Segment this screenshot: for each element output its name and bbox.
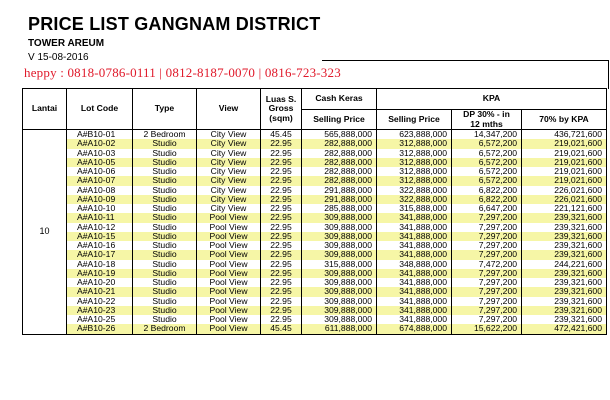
table-row	[23, 158, 607, 167]
cell-cash-price: 282,888,000	[302, 149, 377, 158]
cell-view: Pool View	[197, 287, 261, 296]
tower-name: TOWER AREUM	[28, 38, 105, 49]
cell-kpa-price: 341,888,000	[377, 269, 452, 278]
cell-type: Studio	[133, 287, 197, 296]
cell-cash-price: 291,888,000	[302, 186, 377, 195]
cell-kpa-70: 219,021,600	[522, 167, 607, 176]
cell-dp-amount: 15,622,200	[452, 324, 522, 334]
cell-lot-code: A#A10-19	[67, 269, 133, 278]
cell-area: 22.95	[261, 241, 302, 250]
cell-cash-price: 282,888,000	[302, 167, 377, 176]
cell-type: Studio	[133, 167, 197, 176]
cell-view: Pool View	[197, 241, 261, 250]
cell-view: Pool View	[197, 260, 261, 269]
cell-area: 45.45	[261, 324, 302, 334]
cell-kpa-price: 322,888,000	[377, 186, 452, 195]
cell-type: Studio	[133, 223, 197, 232]
cell-lot-code: A#A10-22	[67, 297, 133, 306]
table-row	[23, 241, 607, 250]
cell-view: Pool View	[197, 297, 261, 306]
cell-lot-code: A#A10-17	[67, 250, 133, 259]
cell-dp-amount: 7,297,200	[452, 241, 522, 250]
cell-area: 22.95	[261, 260, 302, 269]
cell-type: 2 Bedroom	[133, 324, 197, 334]
cell-lot-code: A#B10-01	[67, 130, 133, 140]
cell-kpa-70: 239,321,600	[522, 232, 607, 241]
cell-lot-code: A#A10-18	[67, 260, 133, 269]
table-row	[23, 176, 607, 185]
cell-type: Studio	[133, 139, 197, 148]
cell-dp-amount: 6,572,200	[452, 167, 522, 176]
cell-kpa-price: 341,888,000	[377, 297, 452, 306]
cell-kpa-price: 341,888,000	[377, 306, 452, 315]
cell-area: 22.95	[261, 269, 302, 278]
cell-area: 22.95	[261, 204, 302, 213]
cell-type: Studio	[133, 149, 197, 158]
cell-dp-amount: 7,297,200	[452, 306, 522, 315]
cell-type: Studio	[133, 158, 197, 167]
cell-type: Studio	[133, 241, 197, 250]
cell-lot-code: A#A10-09	[67, 195, 133, 204]
cell-cash-price: 315,888,000	[302, 260, 377, 269]
cell-view: Pool View	[197, 213, 261, 222]
cell-type: Studio	[133, 232, 197, 241]
cell-dp-amount: 6,572,200	[452, 149, 522, 158]
cell-dp-amount: 6,572,200	[452, 139, 522, 148]
cell-kpa-70: 239,321,600	[522, 287, 607, 296]
cell-kpa-70: 219,021,600	[522, 158, 607, 167]
cell-kpa-70: 239,321,600	[522, 223, 607, 232]
cell-dp-amount: 7,297,200	[452, 232, 522, 241]
cell-kpa-70: 219,021,600	[522, 176, 607, 185]
cell-kpa-70: 239,321,600	[522, 250, 607, 259]
cell-type: Studio	[133, 278, 197, 287]
cell-area: 22.95	[261, 278, 302, 287]
cell-kpa-price: 341,888,000	[377, 278, 452, 287]
header-cash-keras: Cash Keras	[302, 89, 377, 110]
cell-view: City View	[197, 167, 261, 176]
cell-lot-code: A#B10-26	[67, 324, 133, 334]
cell-cash-price: 309,888,000	[302, 223, 377, 232]
cell-dp-amount: 6,572,200	[452, 176, 522, 185]
cell-view: Pool View	[197, 223, 261, 232]
cell-dp-amount: 7,297,200	[452, 315, 522, 324]
cell-view: Pool View	[197, 315, 261, 324]
cell-kpa-70: 239,321,600	[522, 306, 607, 315]
cell-area: 22.95	[261, 139, 302, 148]
cell-cash-price: 309,888,000	[302, 315, 377, 324]
cell-view: City View	[197, 149, 261, 158]
table-row	[23, 186, 607, 195]
cell-lot-code: A#A10-21	[67, 287, 133, 296]
cell-view: Pool View	[197, 324, 261, 334]
cell-kpa-70: 239,321,600	[522, 269, 607, 278]
header-dp	[452, 110, 522, 130]
cell-kpa-70: 219,021,600	[522, 149, 607, 158]
cell-lot-code: A#A10-05	[67, 158, 133, 167]
header-dp-line1: DP 30% - in	[463, 109, 510, 119]
cell-kpa-70: 226,021,600	[522, 195, 607, 204]
cell-kpa-price: 674,888,000	[377, 324, 452, 334]
cell-view: City View	[197, 186, 261, 195]
cell-area: 22.95	[261, 315, 302, 324]
header-lot-code: Lot Code	[67, 89, 133, 130]
cell-view: Pool View	[197, 250, 261, 259]
cell-cash-price: 611,888,000	[302, 324, 377, 334]
cell-area: 22.95	[261, 149, 302, 158]
cell-area: 22.95	[261, 223, 302, 232]
header-selling-price-cash: Selling Price	[302, 110, 377, 130]
cell-area: 22.95	[261, 250, 302, 259]
cell-kpa-price: 341,888,000	[377, 250, 452, 259]
cell-kpa-price: 312,888,000	[377, 139, 452, 148]
cell-area: 22.95	[261, 213, 302, 222]
cell-kpa-price: 322,888,000	[377, 195, 452, 204]
table-row	[23, 315, 607, 324]
header-dp-line2: 12 mths	[470, 118, 503, 129]
cell-view: City View	[197, 204, 261, 213]
table-row	[23, 167, 607, 176]
cell-dp-amount: 6,822,200	[452, 195, 522, 204]
price-rows	[23, 130, 607, 335]
cell-kpa-70: 244,221,600	[522, 260, 607, 269]
cell-dp-amount: 7,297,200	[452, 250, 522, 259]
cell-type: 2 Bedroom	[133, 130, 197, 140]
table-row	[23, 250, 607, 259]
header-70pct-kpa: 70% by KPA	[522, 110, 607, 130]
cell-type: Studio	[133, 297, 197, 306]
cell-dp-amount: 7,297,200	[452, 287, 522, 296]
cell-view: City View	[197, 130, 261, 140]
cell-area: 22.95	[261, 158, 302, 167]
cell-kpa-price: 315,888,000	[377, 204, 452, 213]
cell-view: City View	[197, 176, 261, 185]
cell-cash-price: 309,888,000	[302, 213, 377, 222]
cell-lot-code: A#A10-15	[67, 232, 133, 241]
cell-kpa-price: 312,888,000	[377, 158, 452, 167]
cell-dp-amount: 7,297,200	[452, 223, 522, 232]
contact-phones: heppy : 0818-0786-0111 | 0812-8187-0070 | 0816-723-323	[24, 65, 341, 80]
cell-cash-price: 309,888,000	[302, 306, 377, 315]
cell-dp-amount: 14,347,200	[452, 130, 522, 140]
cell-area: 45.45	[261, 130, 302, 140]
page-title: PRICE LIST GANGNAM DISTRICT	[28, 14, 321, 34]
cell-kpa-70: 239,321,600	[522, 213, 607, 222]
cell-lot-code: A#A10-16	[67, 241, 133, 250]
cell-dp-amount: 7,297,200	[452, 297, 522, 306]
cell-cash-price: 309,888,000	[302, 297, 377, 306]
cell-area: 22.95	[261, 232, 302, 241]
table-row	[23, 149, 607, 158]
floor-cell: 10	[23, 130, 67, 335]
cell-view: Pool View	[197, 269, 261, 278]
cell-cash-price: 309,888,000	[302, 287, 377, 296]
table-row	[23, 232, 607, 241]
cell-area: 22.95	[261, 186, 302, 195]
cell-cash-price: 291,888,000	[302, 195, 377, 204]
cell-view: City View	[197, 139, 261, 148]
table-row	[23, 306, 607, 315]
cell-kpa-price: 312,888,000	[377, 149, 452, 158]
cell-cash-price: 309,888,000	[302, 269, 377, 278]
header-luas-line2: Gross	[268, 103, 294, 114]
cell-kpa-price: 341,888,000	[377, 241, 452, 250]
cell-lot-code: A#A10-23	[67, 306, 133, 315]
cell-type: Studio	[133, 315, 197, 324]
header-view: View	[197, 89, 261, 130]
cell-lot-code: A#A10-10	[67, 204, 133, 213]
cell-type: Studio	[133, 269, 197, 278]
cell-view: City View	[197, 195, 261, 204]
cell-kpa-price: 312,888,000	[377, 176, 452, 185]
header-luas	[261, 89, 302, 130]
cell-cash-price: 309,888,000	[302, 278, 377, 287]
cell-dp-amount: 7,297,200	[452, 213, 522, 222]
cell-cash-price: 282,888,000	[302, 158, 377, 167]
price-table	[22, 88, 607, 335]
table-row	[23, 260, 607, 269]
cell-lot-code: A#A10-20	[67, 278, 133, 287]
table-row	[23, 223, 607, 232]
cell-lot-code: A#A10-12	[67, 223, 133, 232]
header-luas-line1: Luas S.	[265, 93, 297, 104]
cell-cash-price: 309,888,000	[302, 250, 377, 259]
cell-cash-price: 282,888,000	[302, 139, 377, 148]
cell-cash-price: 285,888,000	[302, 204, 377, 213]
cell-type: Studio	[133, 213, 197, 222]
cell-kpa-price: 312,888,000	[377, 167, 452, 176]
cell-type: Studio	[133, 204, 197, 213]
cell-kpa-70: 436,721,600	[522, 130, 607, 140]
cell-lot-code: A#A10-08	[67, 186, 133, 195]
header-kpa: KPA	[377, 89, 607, 110]
table-row	[23, 195, 607, 204]
cell-area: 22.95	[261, 297, 302, 306]
table-row	[23, 287, 607, 296]
cell-lot-code: A#A10-02	[67, 139, 133, 148]
cell-type: Studio	[133, 195, 197, 204]
table-row	[23, 278, 607, 287]
cell-dp-amount: 7,472,200	[452, 260, 522, 269]
cell-view: Pool View	[197, 306, 261, 315]
cell-type: Studio	[133, 186, 197, 195]
header-type: Type	[133, 89, 197, 130]
cell-view: Pool View	[197, 232, 261, 241]
cell-dp-amount: 6,572,200	[452, 158, 522, 167]
cell-lot-code: A#A10-25	[67, 315, 133, 324]
table-row	[23, 269, 607, 278]
cell-lot-code: A#A10-11	[67, 213, 133, 222]
header-frame-line	[322, 60, 609, 89]
cell-type: Studio	[133, 306, 197, 315]
cell-area: 22.95	[261, 287, 302, 296]
cell-cash-price: 565,888,000	[302, 130, 377, 140]
cell-kpa-70: 239,321,600	[522, 315, 607, 324]
header-luas-line3: (sqm)	[269, 112, 293, 123]
version-label: V 15-08-2016	[28, 52, 89, 63]
cell-lot-code: A#A10-07	[67, 176, 133, 185]
cell-kpa-price: 623,888,000	[377, 130, 452, 140]
cell-lot-code: A#A10-03	[67, 149, 133, 158]
cell-area: 22.95	[261, 306, 302, 315]
cell-kpa-70: 221,121,600	[522, 204, 607, 213]
cell-dp-amount: 6,647,200	[452, 204, 522, 213]
table-row	[23, 130, 607, 140]
table-row	[23, 297, 607, 306]
cell-kpa-70: 472,421,600	[522, 324, 607, 334]
table-row	[23, 324, 607, 334]
header-selling-price-kpa: Selling Price	[377, 110, 452, 130]
cell-kpa-70: 226,021,600	[522, 186, 607, 195]
cell-lot-code: A#A10-06	[67, 167, 133, 176]
cell-kpa-70: 239,321,600	[522, 297, 607, 306]
cell-cash-price: 309,888,000	[302, 232, 377, 241]
cell-area: 22.95	[261, 195, 302, 204]
table-row	[23, 213, 607, 222]
cell-kpa-70: 239,321,600	[522, 278, 607, 287]
cell-view: Pool View	[197, 278, 261, 287]
cell-dp-amount: 6,822,200	[452, 186, 522, 195]
cell-view: City View	[197, 158, 261, 167]
cell-kpa-price: 341,888,000	[377, 287, 452, 296]
cell-type: Studio	[133, 176, 197, 185]
cell-kpa-price: 341,888,000	[377, 315, 452, 324]
cell-area: 22.95	[261, 167, 302, 176]
cell-kpa-70: 219,021,600	[522, 139, 607, 148]
cell-area: 22.95	[261, 176, 302, 185]
cell-type: Studio	[133, 250, 197, 259]
table-row	[23, 139, 607, 148]
cell-kpa-price: 341,888,000	[377, 223, 452, 232]
cell-dp-amount: 7,297,200	[452, 278, 522, 287]
cell-cash-price: 309,888,000	[302, 241, 377, 250]
cell-kpa-price: 348,888,000	[377, 260, 452, 269]
cell-cash-price: 282,888,000	[302, 176, 377, 185]
cell-type: Studio	[133, 260, 197, 269]
cell-kpa-price: 341,888,000	[377, 232, 452, 241]
cell-kpa-70: 239,321,600	[522, 241, 607, 250]
table-row	[23, 204, 607, 213]
cell-dp-amount: 7,297,200	[452, 269, 522, 278]
header-lantai: Lantai	[23, 89, 67, 130]
cell-kpa-price: 341,888,000	[377, 213, 452, 222]
